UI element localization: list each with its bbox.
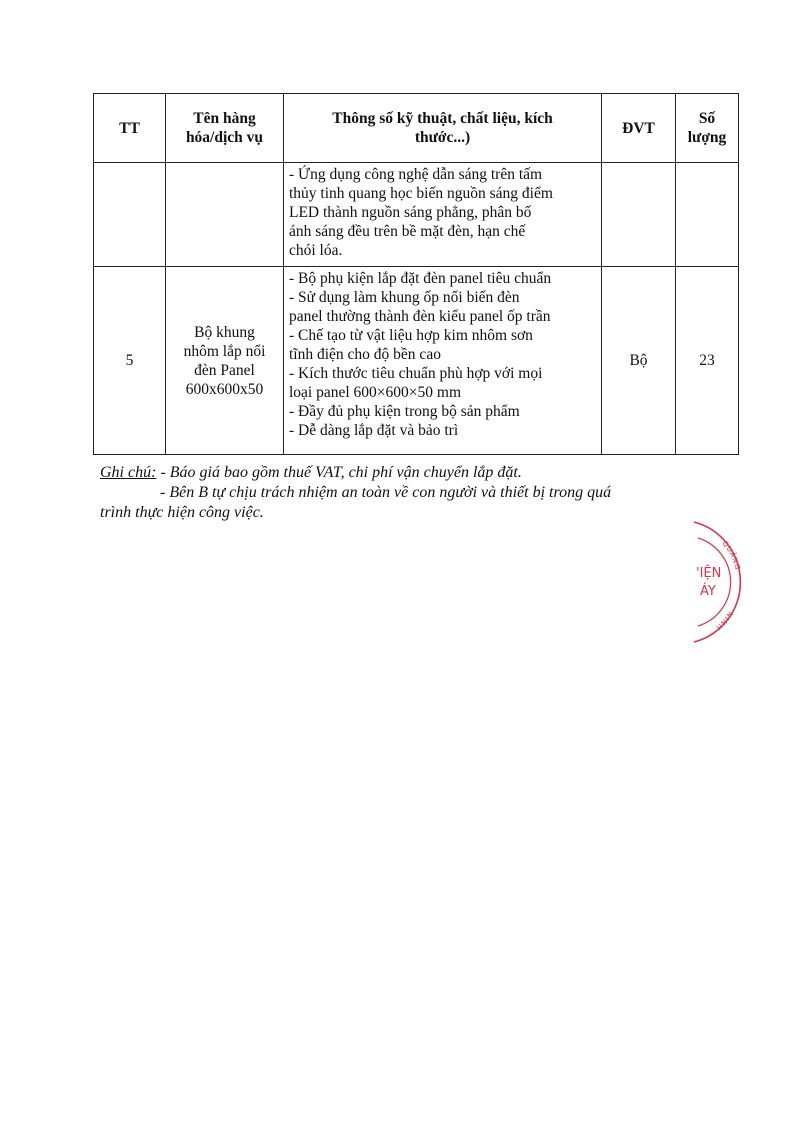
spec-line: - Bộ phụ kiện lắp đặt đèn panel tiêu chuẩn [289,270,552,287]
table-row [94,267,739,455]
table-row [94,163,739,267]
row-unit [602,163,676,267]
row-unit: Bộ [602,267,676,455]
notes-line [100,463,740,483]
svg-text:'IỆN: 'IỆN [696,566,722,581]
row-name [166,163,284,267]
spec-line: loại panel 600×600×50 mm [289,384,462,401]
row-tt [94,163,166,267]
header-qty [676,94,739,163]
header-spec-line: Thông số kỹ thuật, chất liệu, kích [332,110,553,127]
table-header-row [94,94,739,163]
svg-text:QUẢNG: QUẢNG [720,539,742,572]
company-stamp [688,518,760,646]
spec-line: thủy tinh quang học biến nguồn sáng điểm [289,185,553,202]
note-text: - Bên B tự chịu trách nhiệm an toàn về con người và thiết bị trong quá [160,484,612,501]
header-name [166,94,284,163]
spec-line: panel thường thành đèn kiểu panel ốp trần [289,308,551,325]
note-text: trình thực hiện công việc. [100,504,264,521]
svg-text:ÁY: ÁY [700,584,716,599]
svg-text:NINH: NINH [713,609,735,632]
product-spec-table [93,93,739,455]
spec-line: - Dễ dàng lắp đặt và bảo trì [289,422,459,439]
row-qty [676,163,739,267]
spec-line: - Đầy đủ phụ kiện trong bộ sản phẩm [289,403,520,420]
spec-line: - Kích thước tiêu chuẩn phù hợp với mọi [289,365,543,382]
spec-line: LED thành nguồn sáng phẳng, phân bố [289,204,532,221]
name-line: 600x600x50 [185,380,264,398]
header-qty-line: Số [698,110,716,127]
header-spec [284,94,602,163]
row-tt: 5 [94,267,166,455]
row-qty: 23 [676,267,739,455]
spec-line: - Chế tạo từ vật liệu hợp kim nhôm sơn [289,327,533,344]
header-unit: ĐVT [602,94,676,163]
note-text: - Báo giá bao gồm thuế VAT, chi phí vận chuyển lắp đặt. [156,464,522,481]
row-name [166,267,284,455]
spec-line: chói lóa. [289,242,343,259]
spec-line: - Sử dụng làm khung ốp nổi biến đèn [289,289,520,306]
header-spec-line: thước...) [414,129,471,146]
name-line: đèn Panel [194,361,255,379]
notes-label: Ghi chú: [100,464,157,481]
spec-line: ánh sáng đều trên bề mặt đèn, hạn chế [289,223,526,240]
spec-line: tĩnh điện cho độ bền cao [289,346,441,363]
name-line: nhôm lắp nổi [183,342,266,360]
header-name-line: hóa/dịch vụ [185,129,264,146]
header-qty-line: lượng [687,129,727,146]
header-name-line: Tên hàng [193,110,256,127]
name-line: Bộ khung [194,323,255,341]
row-spec [284,163,602,267]
notes-section [100,463,740,523]
spec-line: - Ứng dụng công nghệ dẫn sáng trên tấm [289,166,543,183]
header-tt: TT [94,94,166,163]
row-spec [284,267,602,455]
